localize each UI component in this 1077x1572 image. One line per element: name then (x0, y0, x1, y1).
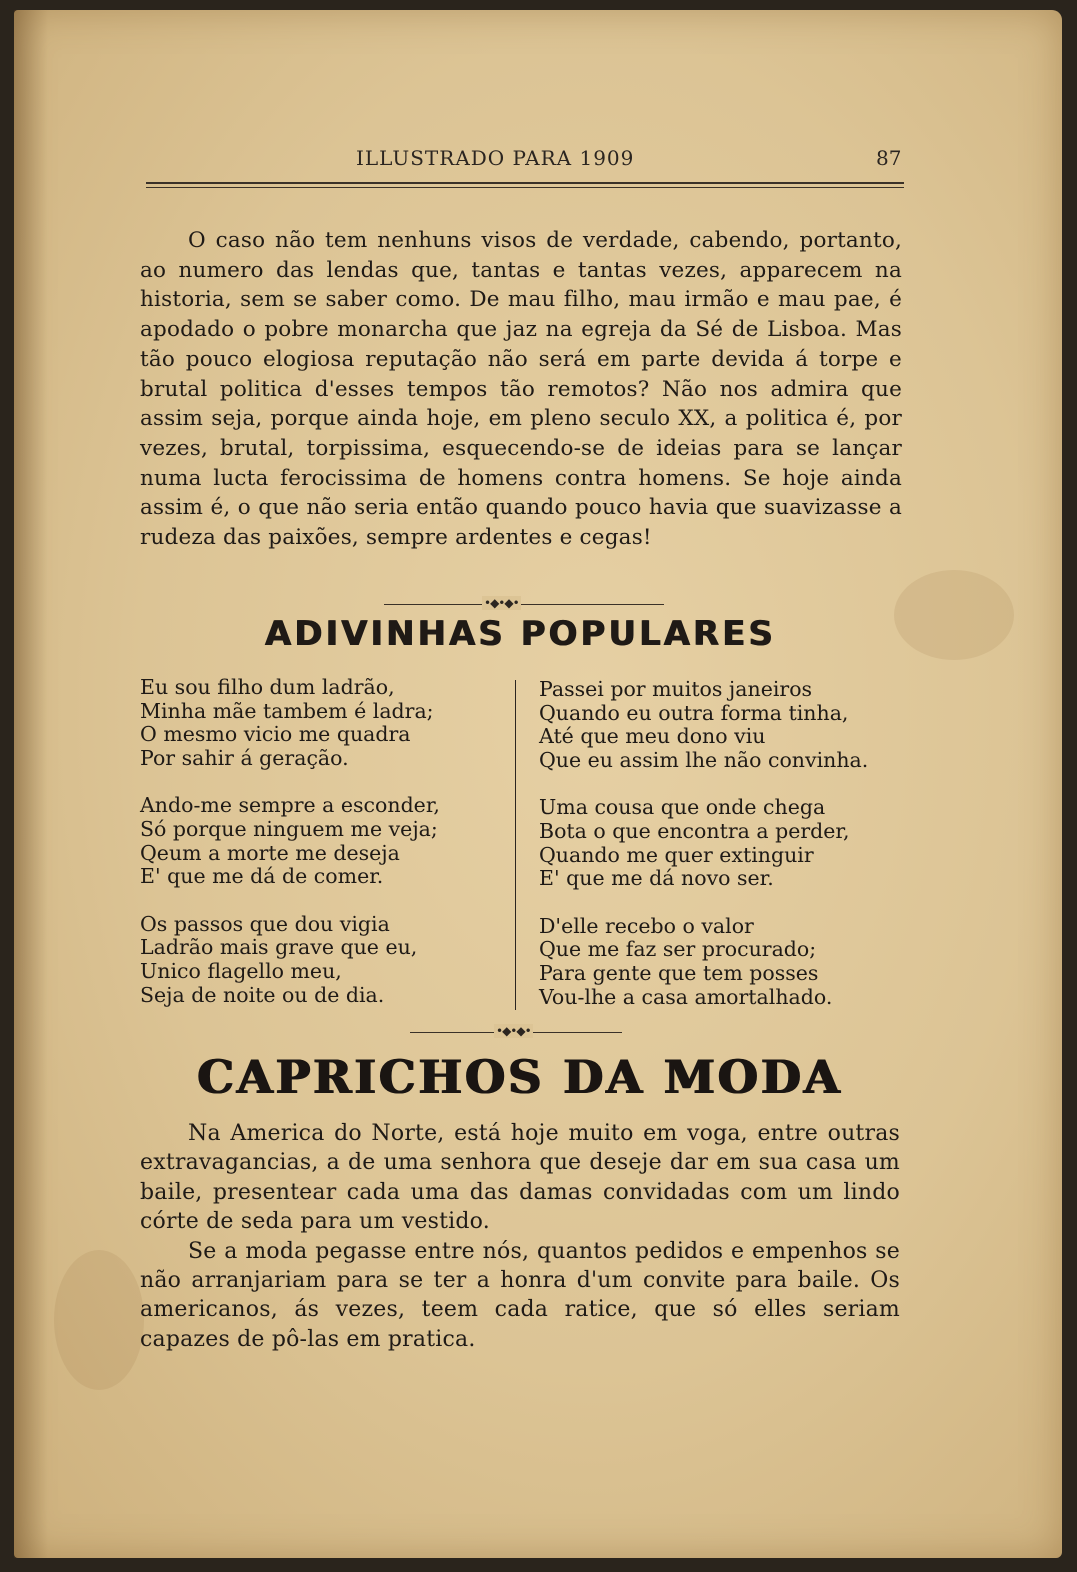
riddle-stanza (140, 913, 500, 1007)
verse-line: Só porque ninguem me veja; (140, 816, 438, 841)
verse-line: Unico flagello meu, (140, 958, 342, 983)
verse-line: Os passos que dou vigia (140, 911, 390, 936)
verse-line: Até que meu dono viu (539, 724, 766, 749)
verse-line: Por sahir á geração. (140, 745, 349, 770)
verse-line: Bota o que encontra a perder, (539, 818, 850, 843)
verse-line: Seja de noite ou de dia. (140, 982, 385, 1007)
verse-line: Eu sou filho dum ladrão, (140, 675, 395, 699)
riddles-left-column (140, 676, 500, 1031)
verse-line: Que eu assim lhe não convinha. (539, 747, 869, 772)
page-gutter-shadow (14, 10, 48, 1558)
riddle-stanza (140, 794, 500, 888)
verse-line: O mesmo vicio me quadra (140, 722, 411, 747)
verse-line: Para gente que tem posses (539, 960, 819, 985)
riddle-stanza (539, 678, 899, 772)
verse-line: Ladrão mais grave que eu, (140, 935, 418, 960)
riddle-stanza (539, 796, 899, 890)
page-number: 87 (876, 146, 902, 170)
section-divider-ornament: •◆•◆• (484, 596, 519, 610)
adivinhas-title: ADIVINHAS POPULARES (264, 614, 776, 654)
section-divider-ornament: •◆•◆• (496, 1024, 531, 1038)
riddles-right-column (539, 678, 899, 1033)
verse-line: Passei por muitos janeiros (539, 677, 813, 701)
verse-line: E' que me dá de comer. (140, 864, 384, 889)
caprichos-paragraph: Se a moda pegasse entre nós, quantos pedidos e empenhos se não arranjariam para se ter a honra d'um convite para baile. Os americanos, ás vezes, teem cada ratice, que só elles seriam capazes de pô-las em pratica. (140, 1238, 900, 1352)
verse-line: D'elle recebo o valor (539, 913, 754, 938)
verse-line: E' que me dá novo ser. (539, 866, 774, 891)
paper-stain (894, 570, 1014, 660)
paper-stain (54, 1250, 144, 1390)
caprichos-text (140, 1119, 900, 1354)
section-divider-line (384, 604, 664, 605)
header-rule (146, 182, 904, 188)
caprichos-title: CAPRICHOS DA MODA (197, 1050, 843, 1104)
verse-line: Que me faz ser procurado; (539, 937, 817, 962)
verse-line: Uma cousa que onde chega (539, 795, 826, 820)
verse-line: Ando-me sempre a esconder, (140, 793, 440, 818)
verse-line: Quando me quer extinguir (539, 842, 814, 867)
verse-line: Qeum a morte me deseja (140, 840, 400, 865)
caprichos-paragraph: Na America do Norte, está hoje muito em voga, entre outras extravagancias, a de uma senhora que deseje dar em sua casa um baile, presentear cada uma das damas convidadas com um lindo córte de seda para um vestido. (140, 1121, 900, 1235)
riddle-stanza (140, 676, 500, 770)
intro-text (140, 226, 902, 553)
column-divider (515, 680, 516, 1010)
verse-line: Vou-lhe a casa amortalhado. (539, 984, 833, 1009)
riddle-stanza (539, 915, 899, 1009)
verse-line: Minha mãe tambem é ladra; (140, 698, 434, 723)
running-title: ILLUSTRADO PARA 1909 (356, 146, 635, 170)
verse-line: Quando eu outra forma tinha, (539, 700, 849, 725)
intro-paragraph: O caso não tem nenhuns visos de verdade, cabendo, portanto, ao numero das lendas que, tantas e tantas vezes, apparecem na historia, sem se saber como. De mau filho, mau irmão e mau pae, é apodado o pobre monarcha que jaz na egreja da Sé de Lisboa. Mas tão pouco elogiosa reputação não será em parte devida á torpe e brutal politica d'esses tempos tão remotos? Não nos admira que assim seja, porque ainda hoje, em pleno seculo XX, a politica é, por vezes, brutal, torpissima, esquecendo-se de ideias para se lançar numa lucta ferocissima de homens contra homens. Se hoje ainda assim é, o que não seria então quando pouco havia que suavizasse a rudeza das paixões, sempre ardentes e cegas! (140, 228, 902, 551)
